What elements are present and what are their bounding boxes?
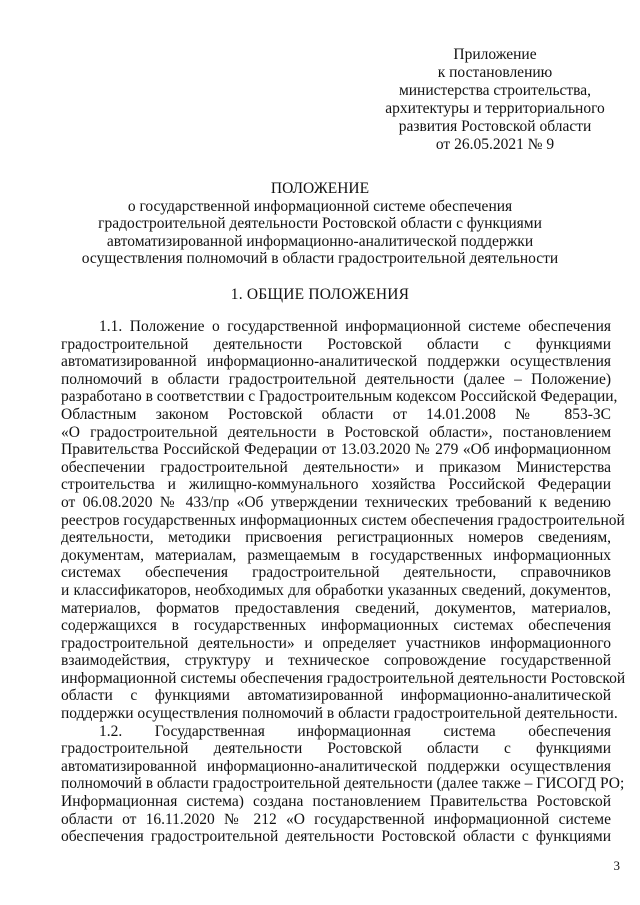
appendix-date-line: от 26.05.2021 № 9 — [435, 136, 555, 153]
text-line: строительства и жилищно-коммунального хозяйства Российской Федерации — [61, 476, 611, 494]
text-line: обеспечении градостроительной деятельности» и приказом Министерства — [61, 458, 611, 476]
text-line: Информационная система) создана постановлением Правительства Ростовской — [61, 793, 611, 811]
document-title: ПОЛОЖЕНИЕ — [270, 180, 370, 197]
text-line: деятельности, методики присвоения регистрационных номеров сведениям, — [61, 529, 611, 547]
text-line: области с функциями автоматизированной информационно-аналитической — [61, 687, 611, 705]
appendix-line: министерства строительства, — [398, 82, 592, 99]
text-line: «О градостроительной деятельности в Ростовской области», постановлением — [61, 423, 611, 441]
document-subtitle-line: автоматизированной информационно-аналитической поддержки — [106, 232, 534, 250]
text-line: градостроительной деятельности» и определяет участников информационного — [61, 634, 611, 652]
paragraph-1-1 — [61, 318, 626, 723]
text-line: и классификаторов, необходимых для обработки указанных сведений, документов, — [61, 581, 611, 599]
document-subtitle-line: о государственной информационной системе обеспечения — [127, 197, 513, 215]
text-line: автоматизированной информационно-аналитической поддержки осуществления — [61, 353, 611, 371]
text-line: 1.2. Государственная информационная система обеспечения — [99, 722, 611, 740]
document-subtitle-line: градостроительной деятельности Ростовской области с функциями — [98, 215, 542, 232]
page-number: 3 — [613, 858, 620, 873]
text-line: автоматизированной информационно-аналитической поддержки осуществления — [61, 757, 611, 775]
paragraph-1-2 — [61, 722, 625, 846]
text-line: реестров государственных информационных систем обеспечения градостроительной — [61, 511, 625, 529]
body-text — [61, 318, 626, 846]
text-line: полномочий в области градостроительной деятельности (далее также – ГИСОГД РО; — [61, 775, 625, 793]
text-line: области от 16.11.2020 № 212 «О государственной информационной системе — [61, 810, 611, 828]
appendix-block — [360, 46, 630, 154]
text-line: информационной системы обеспечения градостроительной деятельности Ростовской — [61, 669, 626, 687]
appendix-line: развития Ростовской области — [398, 118, 592, 135]
text-line: материалов, форматов предоставления сведений, документов, материалов, — [61, 599, 611, 617]
text-line: Областным законом Ростовской области от 14.01.2008 № 853-ЗС — [61, 405, 611, 423]
text-line: полномочий в области градостроительной деятельности (далее – Положение) — [61, 370, 611, 388]
document-title-block — [40, 180, 600, 268]
text-line: документам, материалам, размещаемым в государственных информационных — [61, 546, 611, 564]
text-line: поддержки осуществления полномочий в области градостроительной деятельности. — [61, 705, 618, 723]
appendix-line: к постановлению — [437, 64, 553, 81]
appendix-line: Приложение — [453, 46, 537, 63]
section-heading: 1. ОБЩИЕ ПОЛОЖЕНИЯ — [230, 286, 410, 303]
text-line: градостроительной деятельности Ростовской области с функциями — [61, 335, 611, 353]
text-line: Правительства Российской Федерации от 13.03.2020 № 279 «Об информационном — [61, 441, 611, 459]
text-line: обеспечения градостроительной деятельности Ростовской области с функциями — [61, 828, 611, 846]
text-line: 1.1. Положение о государственной информационной системе обеспечения — [99, 318, 611, 335]
text-line: взаимодействия, структуру и техническое сопровождение государственной — [61, 652, 611, 670]
text-line: содержащихся в государственных информационных системах обеспечения — [61, 617, 611, 635]
text-line: разработано в соответствии с Градостроительным кодексом Российской Федерации, — [61, 388, 618, 406]
appendix-line: архитектуры и территориального — [385, 100, 605, 117]
document-subtitle-line: осуществления полномочий в области градостроительной деятельности — [81, 250, 559, 267]
text-line: градостроительной деятельности Ростовской области с функциями — [61, 740, 611, 758]
text-line: системах обеспечения градостроительной деятельности, справочников — [61, 564, 611, 582]
text-line: от 06.08.2020 № 433/пр «Об утверждении технических требований к ведению — [61, 493, 611, 511]
